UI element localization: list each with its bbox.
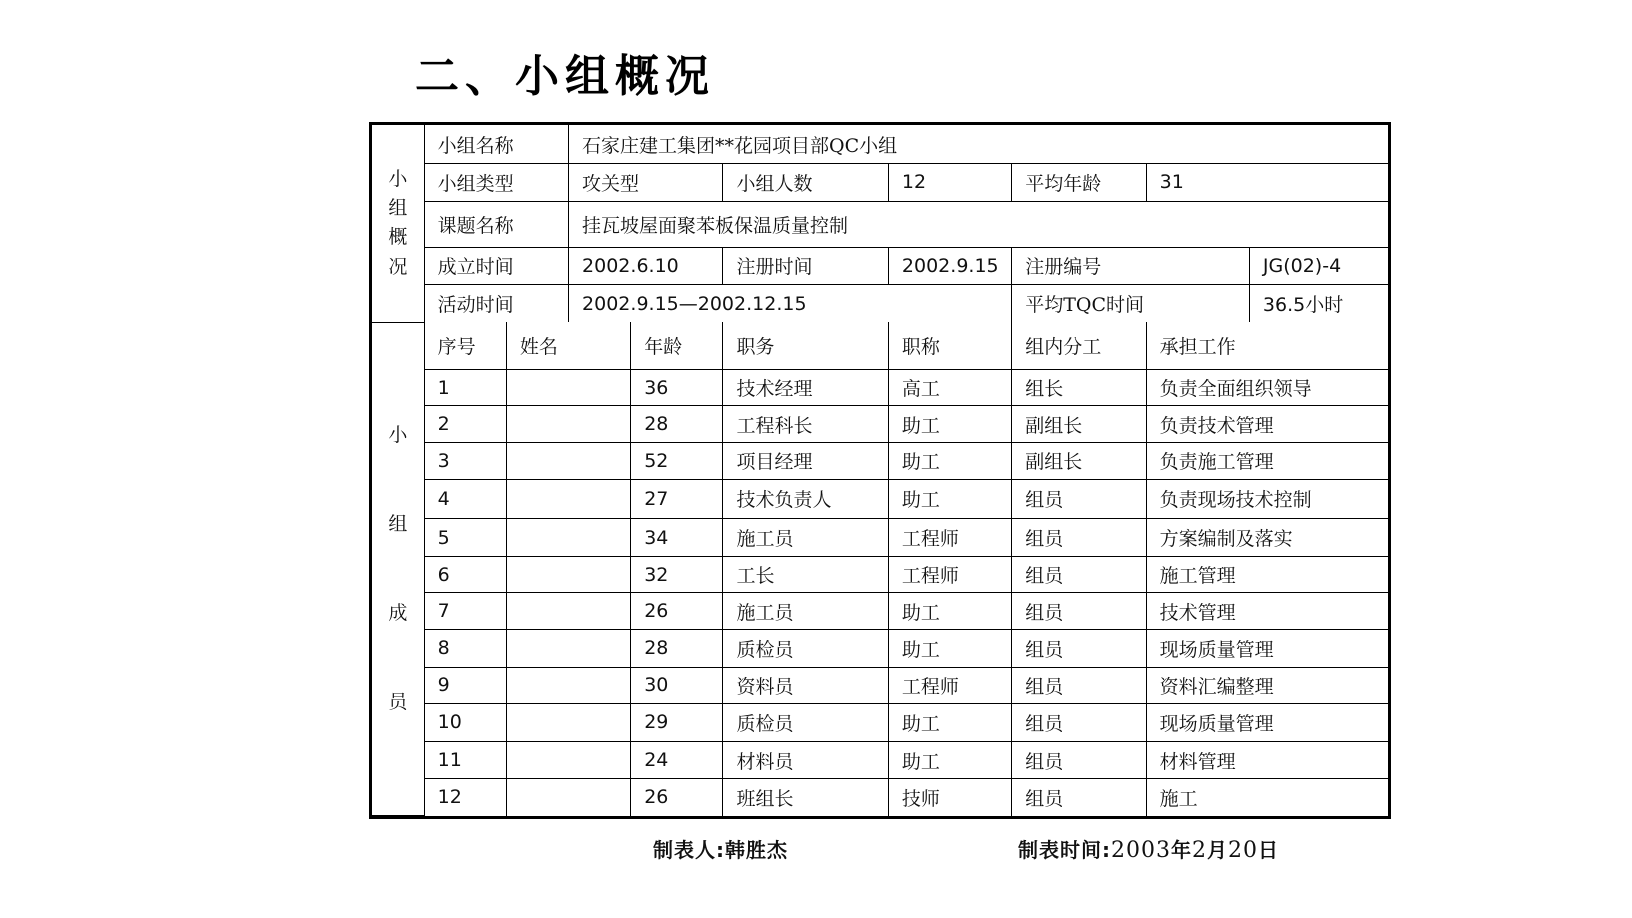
overview-row-activity	[372, 285, 1388, 323]
member-name	[506, 519, 630, 557]
member-age: 26	[631, 593, 723, 630]
member-index: 7	[424, 593, 506, 630]
member-role: 组员	[1012, 556, 1146, 593]
overview-row-topic	[372, 201, 1388, 247]
member-name	[506, 630, 630, 668]
members-header-row	[372, 322, 1388, 369]
table-row	[372, 443, 1388, 480]
overview-row-name	[372, 125, 1388, 164]
overview-section	[372, 125, 1388, 322]
member-age: 34	[631, 519, 723, 557]
member-duty: 现场质量管理	[1146, 630, 1388, 668]
member-role: 组员	[1012, 779, 1146, 816]
page-title: 二、小组概况	[415, 51, 715, 102]
member-index: 5	[424, 519, 506, 557]
reg-no-value: JG(02)-4	[1249, 247, 1388, 285]
member-role: 组长	[1012, 369, 1146, 406]
member-age: 52	[631, 443, 723, 480]
member-position: 项目经理	[723, 443, 888, 480]
member-name	[506, 443, 630, 480]
member-duty: 施工管理	[1146, 556, 1388, 593]
header-title: 职称	[888, 322, 1011, 369]
member-name	[506, 741, 630, 779]
member-index: 12	[424, 779, 506, 816]
member-duty: 方案编制及落实	[1146, 519, 1388, 557]
activity-label: 活动时间	[424, 285, 568, 323]
overview-row-dates	[372, 247, 1388, 285]
header-role: 组内分工	[1012, 322, 1146, 369]
overview-row-type	[372, 164, 1388, 202]
member-title: 工程师	[888, 556, 1011, 593]
member-index: 8	[424, 630, 506, 668]
member-title: 高工	[888, 369, 1011, 406]
member-age: 29	[631, 704, 723, 742]
member-title: 助工	[888, 704, 1011, 742]
date-month-unit: 月	[1207, 838, 1228, 862]
member-title: 助工	[888, 443, 1011, 480]
member-index: 10	[424, 704, 506, 742]
maker-label: 制表人:	[653, 838, 725, 862]
maker	[653, 834, 788, 863]
group-type-value: 攻关型	[569, 164, 723, 202]
member-title: 助工	[888, 593, 1011, 630]
member-duty: 现场质量管理	[1146, 704, 1388, 742]
member-name	[506, 556, 630, 593]
founded-label: 成立时间	[424, 247, 568, 285]
registered-value: 2002.9.15	[888, 247, 1011, 285]
member-title: 技师	[888, 779, 1011, 816]
founded-value: 2002.6.10	[569, 247, 723, 285]
date-day-unit: 日	[1258, 838, 1279, 862]
date-year: 2003	[1111, 838, 1171, 863]
reg-no-label: 注册编号	[1012, 247, 1250, 285]
member-duty: 施工	[1146, 779, 1388, 816]
topic-value: 挂瓦坡屋面聚苯板保温质量控制	[569, 201, 1388, 247]
member-role: 组员	[1012, 741, 1146, 779]
member-position: 班组长	[723, 779, 888, 816]
date-year-unit: 年	[1171, 838, 1192, 862]
member-age: 28	[631, 406, 723, 443]
member-age: 32	[631, 556, 723, 593]
member-position: 施工员	[723, 593, 888, 630]
member-position: 资料员	[723, 667, 888, 704]
member-index: 9	[424, 667, 506, 704]
member-duty: 资料汇编整理	[1146, 667, 1388, 704]
member-age: 36	[631, 369, 723, 406]
member-role: 组员	[1012, 593, 1146, 630]
member-title: 工程师	[888, 667, 1011, 704]
member-duty: 负责技术管理	[1146, 406, 1388, 443]
member-position: 质检员	[723, 630, 888, 668]
member-age: 26	[631, 779, 723, 816]
member-index: 6	[424, 556, 506, 593]
header-age: 年龄	[631, 322, 723, 369]
member-role: 组员	[1012, 667, 1146, 704]
header-name: 姓名	[506, 322, 630, 369]
header-position: 职务	[723, 322, 888, 369]
date-month: 2	[1192, 838, 1207, 863]
member-position: 施工员	[723, 519, 888, 557]
member-age: 30	[631, 667, 723, 704]
table-row	[372, 667, 1388, 704]
member-title: 助工	[888, 406, 1011, 443]
member-index: 11	[424, 741, 506, 779]
member-count-value: 12	[888, 164, 1011, 202]
member-index: 1	[424, 369, 506, 406]
member-role: 组员	[1012, 519, 1146, 557]
table-row	[372, 556, 1388, 593]
table-row	[372, 593, 1388, 630]
member-role: 组员	[1012, 630, 1146, 668]
tqc-value: 36.5小时	[1249, 285, 1388, 323]
member-index: 3	[424, 443, 506, 480]
member-title: 助工	[888, 741, 1011, 779]
table-row	[372, 479, 1388, 519]
table-row	[372, 369, 1388, 406]
table-row	[372, 406, 1388, 443]
member-title: 助工	[888, 630, 1011, 668]
member-role: 副组长	[1012, 406, 1146, 443]
member-age: 24	[631, 741, 723, 779]
member-position: 材料员	[723, 741, 888, 779]
group-name-value: 石家庄建工集团**花园项目部QC小组	[569, 125, 1388, 164]
table-row	[372, 630, 1388, 668]
table-row	[372, 779, 1388, 816]
member-name	[506, 593, 630, 630]
members-section	[372, 322, 1388, 815]
date-label: 制表时间:	[1018, 838, 1111, 862]
member-name	[506, 704, 630, 742]
member-count-label: 小组人数	[723, 164, 888, 202]
header-index: 序号	[424, 322, 506, 369]
table-row	[372, 519, 1388, 557]
member-index: 4	[424, 479, 506, 519]
activity-value: 2002.9.15—2002.12.15	[569, 285, 1012, 323]
member-position: 技术经理	[723, 369, 888, 406]
member-name	[506, 406, 630, 443]
group-type-label: 小组类型	[424, 164, 568, 202]
member-name	[506, 779, 630, 816]
member-title: 工程师	[888, 519, 1011, 557]
header-duty: 承担工作	[1146, 322, 1388, 369]
member-name	[506, 479, 630, 519]
member-duty: 材料管理	[1146, 741, 1388, 779]
member-duty: 负责施工管理	[1146, 443, 1388, 480]
member-role: 组员	[1012, 704, 1146, 742]
member-index: 2	[424, 406, 506, 443]
overview-side-label: 小 组 概 况	[372, 125, 424, 322]
date-day: 20	[1228, 838, 1258, 863]
member-duty: 技术管理	[1146, 593, 1388, 630]
member-position: 工程科长	[723, 406, 888, 443]
member-title: 助工	[888, 479, 1011, 519]
topic-label: 课题名称	[424, 201, 568, 247]
table-row	[372, 704, 1388, 742]
tqc-label: 平均TQC时间	[1012, 285, 1250, 323]
member-duty: 负责现场技术控制	[1146, 479, 1388, 519]
members-side-label: 小 组 成 员	[372, 322, 424, 815]
member-duty: 负责全面组织领导	[1146, 369, 1388, 406]
member-position: 质检员	[723, 704, 888, 742]
member-age: 27	[631, 479, 723, 519]
member-role: 组员	[1012, 479, 1146, 519]
table-date	[1018, 834, 1279, 863]
group-name-label: 小组名称	[424, 125, 568, 164]
member-name	[506, 667, 630, 704]
avg-age-value: 31	[1146, 164, 1388, 202]
member-position: 技术负责人	[723, 479, 888, 519]
member-position: 工长	[723, 556, 888, 593]
group-info-table	[369, 122, 1391, 819]
member-name	[506, 369, 630, 406]
registered-label: 注册时间	[723, 247, 888, 285]
table-row	[372, 741, 1388, 779]
member-age: 28	[631, 630, 723, 668]
maker-value: 韩胜杰	[725, 838, 788, 862]
avg-age-label: 平均年龄	[1012, 164, 1146, 202]
member-role: 副组长	[1012, 443, 1146, 480]
